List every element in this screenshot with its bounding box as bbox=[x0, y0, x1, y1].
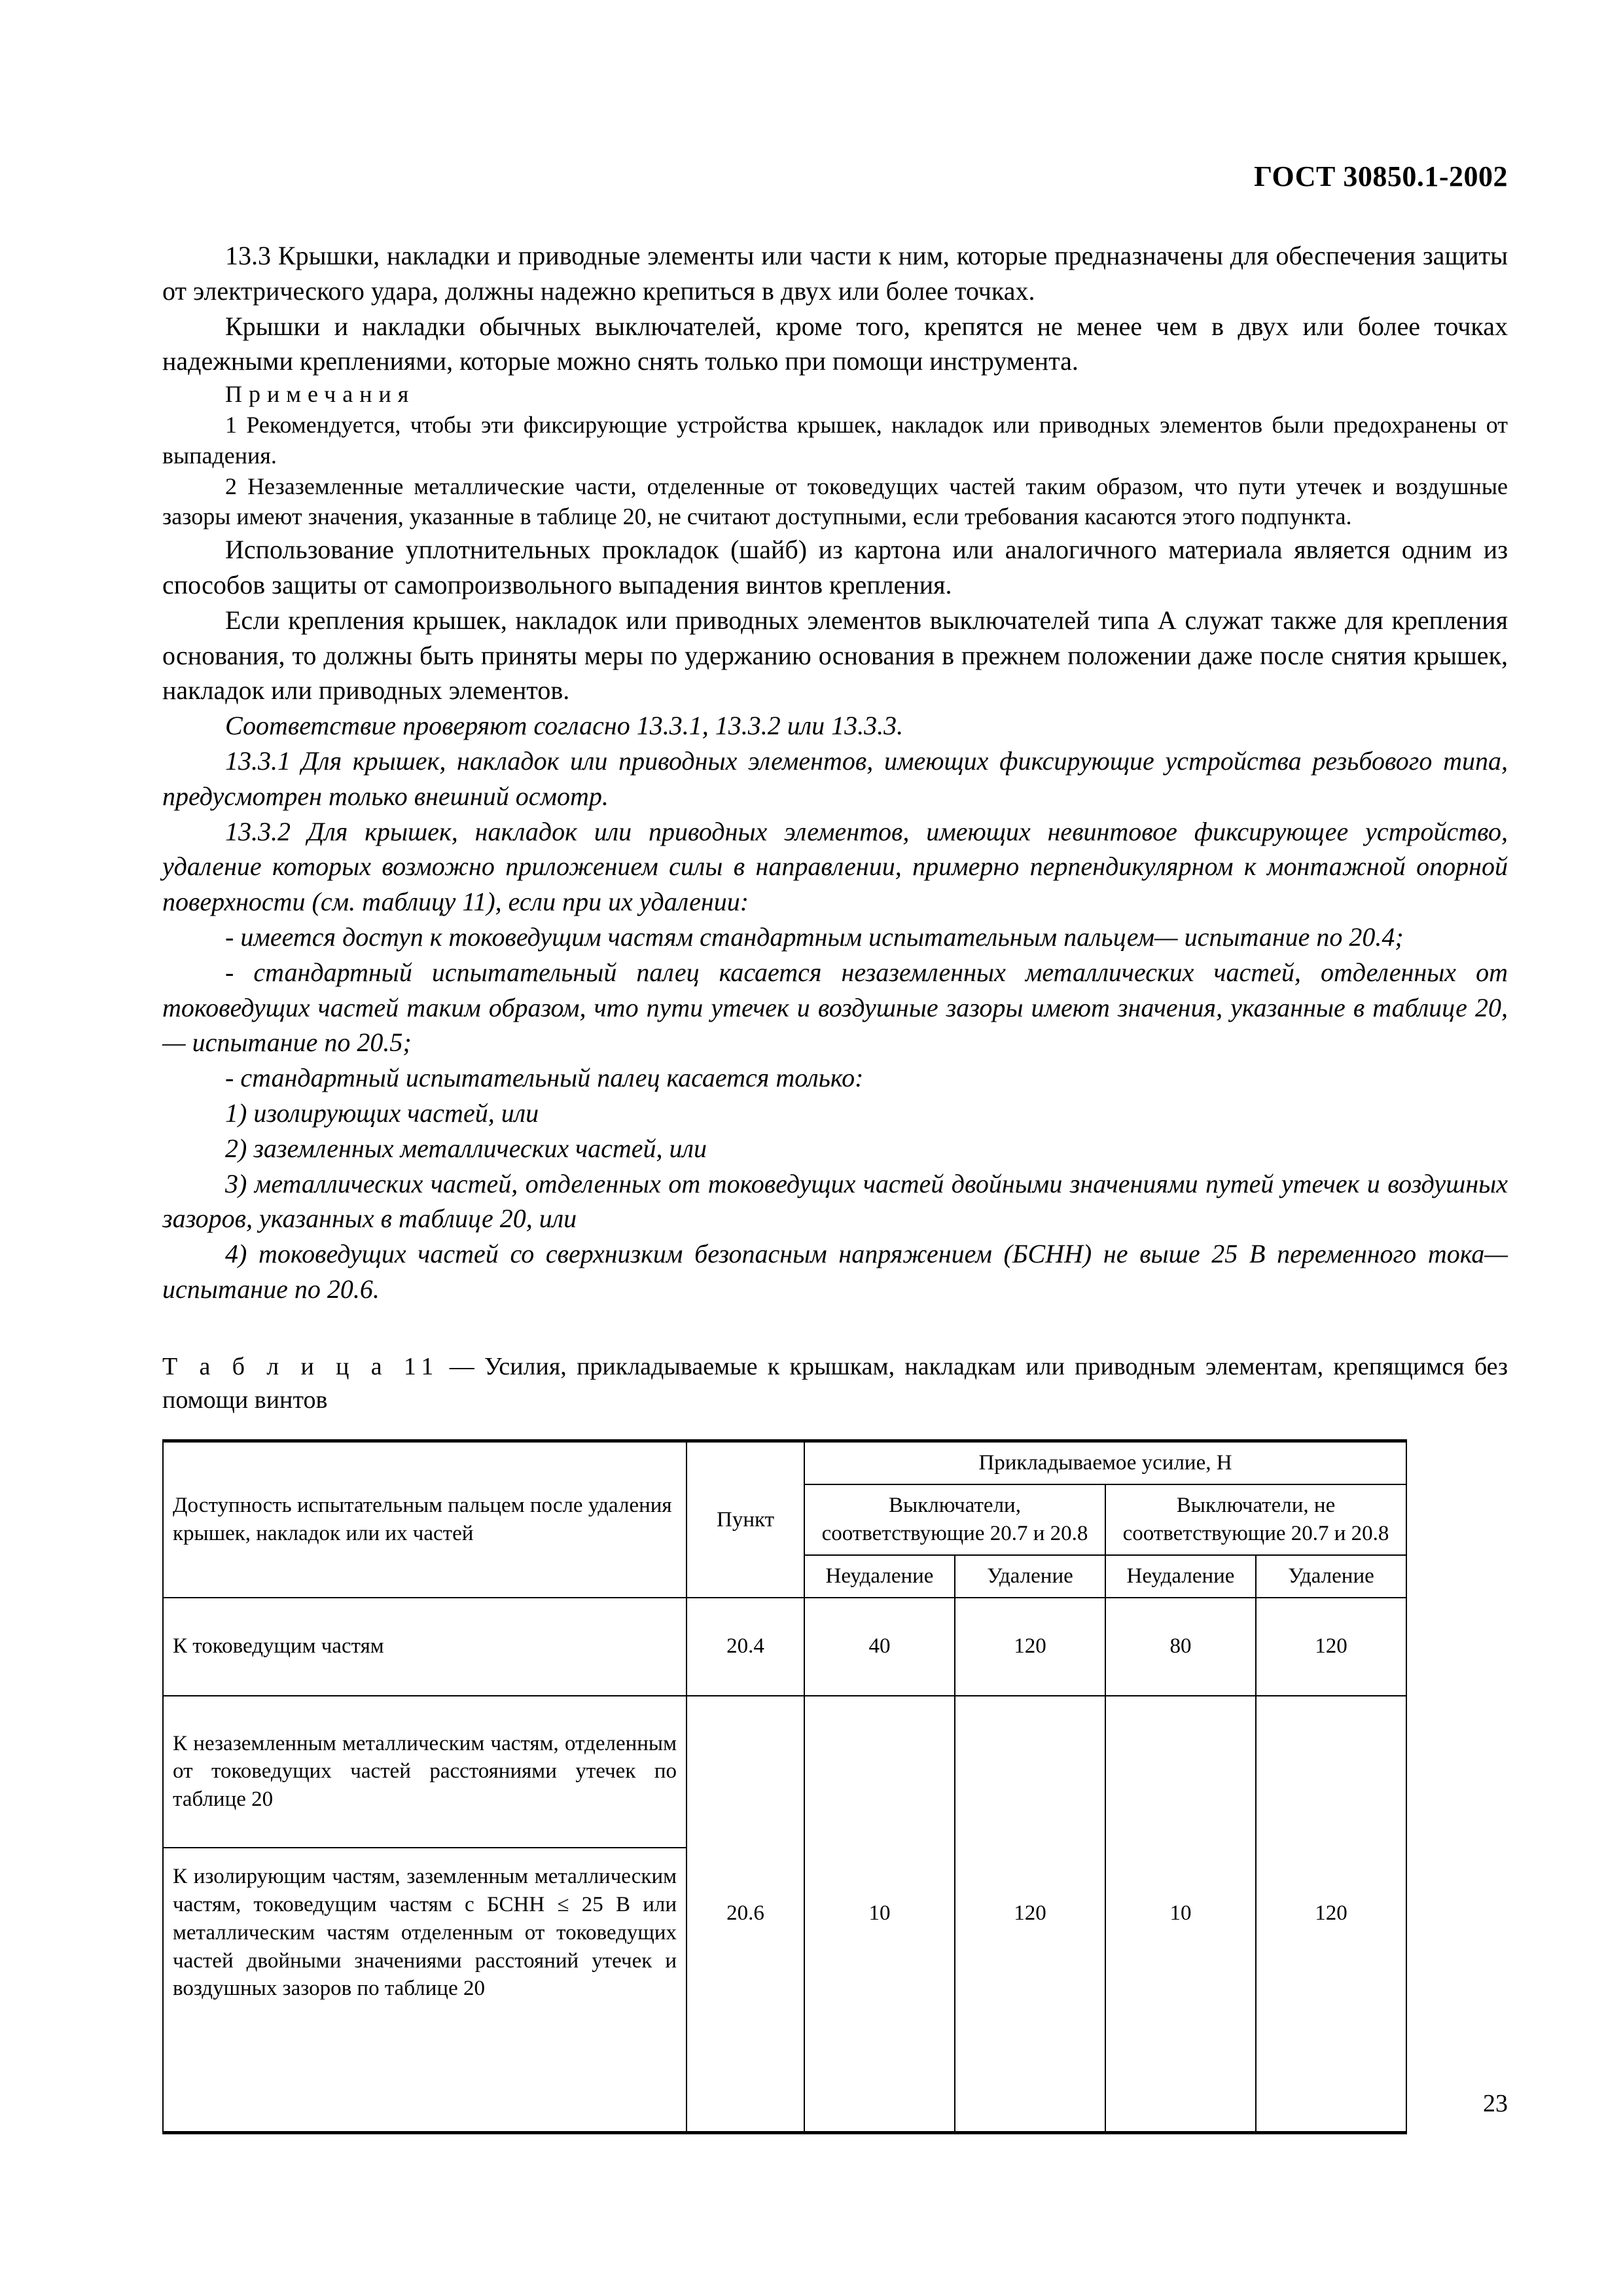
paragraph-compliance-check: Соответствие проверяют согласно 13.3.1, 13.3.2 или 13.3.3. bbox=[225, 711, 904, 741]
header-cell-noncompliant-retention: Неудаление bbox=[1105, 1555, 1256, 1598]
cell-stub-live-parts: К токоведущим частям bbox=[163, 1598, 687, 1696]
header-cell-noncompliant-removal: Удаление bbox=[1256, 1555, 1406, 1598]
numbered-item-1: 1) изолирующих частей, или bbox=[225, 1098, 539, 1128]
paragraph-13-3-2: 13.3.2 Для крышек, накладок или приводных элементов, имеющих невинтовое фиксирующее устройство, удаление которых возможно приложением силы в направлении, примерно перпендикулярном к монтажной опорной поверхности (см. таблицу 11), если при их удалении: bbox=[162, 816, 1508, 917]
paragraph-13-3-1: 13.3.1 Для крышек, накладок или приводных элементов, имеющих фиксирующие устройства резьбового типа, предусмотрен только внешний осмотр. bbox=[162, 745, 1508, 811]
cell-compliant-removal-20-6: 120 bbox=[955, 1696, 1105, 2133]
header-cell-accessibility: Доступность испытательным пальцем после удаления крышек, накладок или их частей bbox=[163, 1441, 687, 1598]
note-item-1: 1 Рекомендуется, чтобы эти фиксирующие устройства крышек, накладок или приводных элементов были предохранены от выпадения. bbox=[162, 411, 1508, 469]
page-content bbox=[162, 0, 1508, 2134]
header-cell-applied-force: Прикладываемое усилие, Н bbox=[804, 1441, 1406, 1484]
cell-compliant-removal-live-parts: 120 bbox=[955, 1598, 1105, 1696]
cell-noncompliant-removal-live-parts: 120 bbox=[1256, 1598, 1406, 1696]
paragraph-type-a-fixings: Если крепления крышек, накладок или приводных элементов выключателей типа А служат также для крепления основания, то должны быть приняты меры по удержанию основания в прежнем положении даже после снятия крышек, накладок или приводных элементов. bbox=[162, 605, 1508, 706]
table-row bbox=[163, 1696, 1406, 1848]
cell-clause-live-parts: 20.4 bbox=[687, 1598, 804, 1696]
cell-stub-unearthed-metal: К незаземленным металлическим частям, отделенным от токоведущих частей расстояниями утечек по таблице 20 bbox=[163, 1696, 687, 1848]
header-cell-switches-compliant: Выключатели, соответствующие 20.7 и 20.8 bbox=[804, 1484, 1105, 1555]
header-cell-clause: Пункт bbox=[687, 1441, 804, 1598]
table-header-row-1 bbox=[163, 1441, 1406, 1484]
dash-item-unearthed-metal-contact: - стандартный испытательный палец касается незаземленных металлических частей, отделенных от токоведущих частей таким образом, что пути утечек и воздушные зазоры имеют значения, указанные в таблице 20,— испытание по 20.5; bbox=[162, 957, 1508, 1058]
cell-stub-insulating-parts: К изолирующим частям, заземленным металлическим частям, токоведущим частям с БСНН ≤ 25 В или металлическим частям отделенным от токоведущих частей двойными значениями расстояний утечек и воздушных зазоров по таблице 20 bbox=[163, 1848, 687, 2133]
cell-compliant-retention-live-parts: 40 bbox=[804, 1598, 955, 1696]
paragraph-plain-switch-covers: Крышки и накладки обычных выключателей, кроме того, крепятся не менее чем в двух или более точках надежными креплениями, которые можно снять только при помощи инструмента. bbox=[162, 311, 1508, 376]
standard-code-header: ГОСТ 30850.1-2002 bbox=[1254, 160, 1508, 192]
dash-item-live-parts-access: - имеется доступ к токоведущим частям стандартным испытательным пальцем— испытание по 20.4; bbox=[225, 922, 1404, 952]
cell-noncompliant-retention-20-6: 10 bbox=[1105, 1696, 1256, 2133]
table-caption-text: — Усилия, прикладываемые к крышкам, накладкам или приводным элементам, крепящимся без помощи винтов bbox=[162, 1352, 1508, 1414]
body-text-block bbox=[162, 238, 1508, 1307]
cell-clause-20-6: 20.6 bbox=[687, 1696, 804, 2133]
table-11 bbox=[162, 1439, 1407, 2134]
table-caption-label: Т а б л и ц а 11 bbox=[162, 1352, 440, 1380]
note-item-2: 2 Незаземленные металлические части, отделенные от токоведущих частей таким образом, что пути утечек и воздушные зазоры имеют значения, указанные в таблице 20, не считают доступными, если требования касаются этого подпункта. bbox=[162, 473, 1508, 530]
numbered-item-3: 3) металлических частей, отделенных от токоведущих частей двойными значениями путей утечек и воздушных зазоров, указанных в таблице 20, или bbox=[162, 1168, 1508, 1234]
numbered-item-2: 2) заземленных металлических частей, или bbox=[225, 1133, 707, 1163]
cell-compliant-retention-20-6: 10 bbox=[804, 1696, 955, 2133]
paragraph-13-3: 13.3 Крышки, накладки и приводные элементы или части к ним, которые предназначены для обеспечения защиты от электрического удара, должны надежно крепиться в двух или более точках. bbox=[162, 241, 1508, 306]
paragraph-sealing-washers: Использование уплотнительных прокладок (шайб) из картона или аналогичного материала является одним из способов защиты от самопроизвольного выпадения винтов крепления. bbox=[162, 535, 1508, 600]
numbered-item-4: 4) токоведущих частей со сверхнизким безопасным напряжением (БСНН) не выше 25 В переменного тока— испытание по 20.6. bbox=[162, 1239, 1508, 1304]
notes-heading: Примечания bbox=[225, 381, 416, 408]
page-number: 23 bbox=[1483, 2090, 1508, 2117]
cell-noncompliant-removal-20-6: 120 bbox=[1256, 1696, 1406, 2133]
dash-item-finger-touches-only: - стандартный испытательный палец касается только: bbox=[225, 1063, 864, 1093]
header-cell-switches-noncompliant: Выключатели, не соответствующие 20.7 и 20.8 bbox=[1105, 1484, 1406, 1555]
header-cell-compliant-retention: Неудаление bbox=[804, 1555, 955, 1598]
cell-noncompliant-retention-live-parts: 80 bbox=[1105, 1598, 1256, 1696]
table-caption bbox=[162, 1350, 1508, 1418]
table-row bbox=[163, 1598, 1406, 1696]
table-11-wrapper bbox=[162, 1439, 1508, 2134]
header-cell-compliant-removal: Удаление bbox=[955, 1555, 1105, 1598]
